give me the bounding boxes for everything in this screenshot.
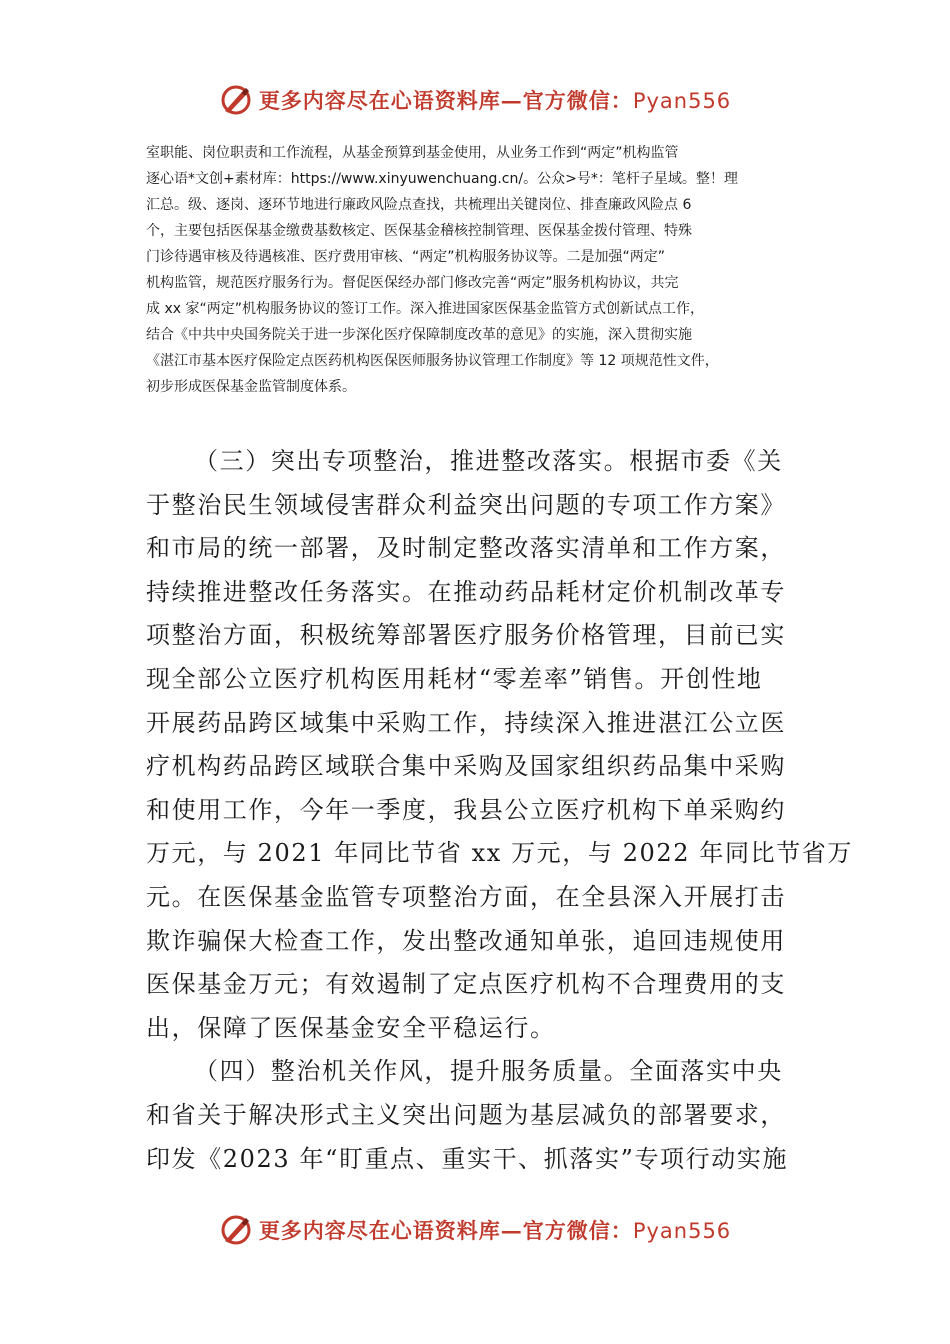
pen-logo-icon	[219, 83, 253, 117]
text-line: 欺诈骗保大检查工作，发出整改通知单张，追回违规使用	[146, 926, 786, 955]
text-line: 门诊待遇审核及待遇核准、医疗费用审核、“两定”机构服务协议等。二是加强“两定”	[146, 249, 666, 265]
footer-banner	[0, 1210, 950, 1250]
text-line: 元。在医保基金监管专项整治方面，在全县深入开展打击	[146, 882, 786, 911]
text-line: 结合《中共中央国务院关于进一步深化医疗保障制度改革的意见》的实施，深入贯彻实施	[146, 327, 692, 343]
body-text	[146, 440, 853, 1181]
banner-wechat-id: Pyan556	[632, 1219, 732, 1243]
text-line: 个，主要包括医保基金缴费基数核定、医保基金稽核控制管理、医保基金拨付管理、特殊	[146, 223, 692, 239]
text-line: 项整治方面，积极统筹部署医疗服务价格管理，目前已实	[146, 621, 786, 650]
text-line: 疗机构药品跨区域联合集中采购及国家组织药品集中采购	[146, 752, 786, 781]
text-line: 初步形成医保基金监管制度体系。	[146, 379, 356, 395]
text-line: 和使用工作，今年一季度，我县公立医疗机构下单采购约	[146, 795, 786, 824]
section-3-heading-line: （三）突出专项整治，推进整改落实。根据市委《关	[194, 447, 783, 475]
banner-wechat-id: Pyan556	[632, 89, 732, 113]
text-line: 医保基金万元；有效遏制了定点医疗机构不合理费用的支	[146, 970, 786, 999]
text-line: 室职能、岗位职责和工作流程，从基金预算到基金使用，从业务工作到“两定”机构监管	[146, 145, 679, 161]
text-line: 印发《2023 年“盯重点、重实干、抓落实”专项行动实施	[146, 1144, 789, 1173]
text-line: 《湛江市基本医疗保险定点医药机构医保医师服务协议管理工作制度》等 12 项规范性文件，	[146, 353, 719, 369]
text-line: 成 xx 家“两定”机构服务协议的签订工作。深入推进国家医保基金监管方式创新试点工作，	[146, 301, 704, 317]
section-4-heading-line: （四）整治机关作风，提升服务质量。全面落实中央	[194, 1057, 783, 1086]
pen-logo-icon	[219, 1213, 253, 1247]
text-line: 现全部公立医疗机构医用耗材“零差率”销售。开创性地	[146, 664, 763, 693]
text-line: 和市局的统一部署，及时制定整改落实清单和工作方案，	[146, 534, 786, 563]
text-line: 机构监管，规范医疗服务行为。督促医保经办部门修改完善“两定”服务机构协议，共完	[146, 275, 679, 291]
text-line: 出，保障了医保基金安全平稳运行。	[146, 1013, 556, 1042]
text-line: 万元，与 2021 年同比节省 xx 万元，与 2022 年同比节省万	[146, 839, 853, 868]
banner-text: 更多内容尽在心语资料库—官方微信：Pyan556	[258, 88, 732, 113]
text-line: 持续推进整改任务落实。在推动药品耗材定价机制改革专	[146, 577, 786, 606]
text-line: 于整治民生领域侵害群众利益突出问题的专项工作方案》	[146, 490, 786, 519]
banner-text: 更多内容尽在心语资料库—官方微信：Pyan556	[258, 1218, 732, 1243]
text-line: 逐心语*文创+素材库：https://www.xinyuwenchuang.cn/。公众>号*：笔杆子星域。整！理	[146, 171, 738, 187]
header-banner	[0, 80, 950, 120]
small-paragraph	[146, 140, 816, 400]
text-line: 开展药品跨区域集中采购工作，持续深入推进湛江公立医	[146, 708, 786, 737]
text-line: 和省关于解决形式主义突出问题为基层减负的部署要求，	[146, 1100, 786, 1129]
text-line: 汇总。级、逐岗、逐环节地进行廉政风险点查找，共梳理出关键岗位、排查廉政风险点 6	[146, 197, 692, 213]
